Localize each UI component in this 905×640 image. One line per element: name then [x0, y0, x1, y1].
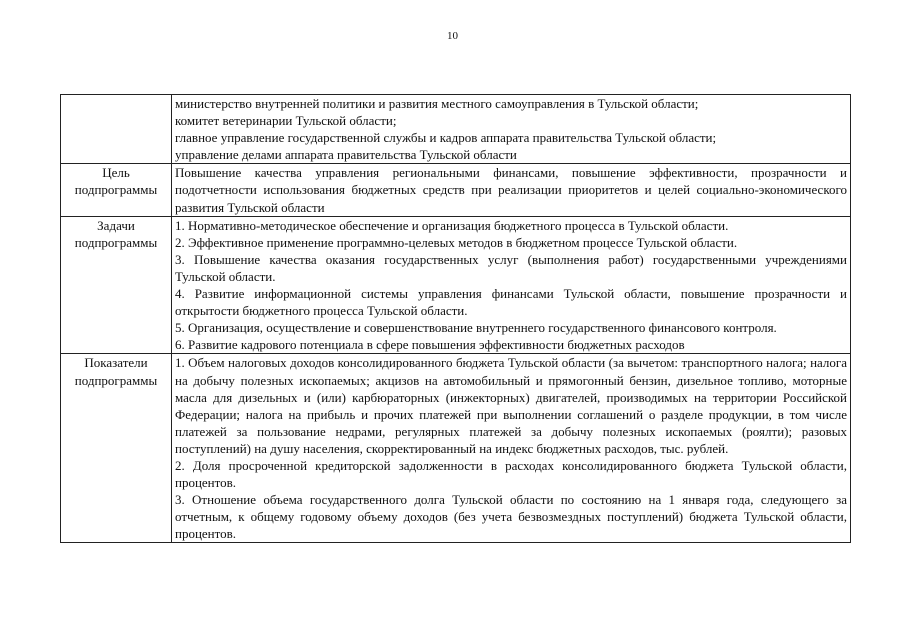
table-row: [61, 164, 851, 216]
list-item: главное управление государственной службы и кадров аппарата правительства Тульской области;: [175, 130, 717, 146]
list-item: министерство внутренней политики и развития местного самоуправления в Тульской области;: [175, 96, 699, 111]
list-item: комитет ветеринарии Тульской области;: [175, 113, 397, 129]
row-label: [61, 95, 172, 164]
indicator-item: 3. Отношение объема государственного долга Тульской области по состоянию на 1 января года, следующего за отчетным, к общему годовому объему доходов (без учета безвозмездных поступлений) бюджета Тульской области, процентов.: [175, 492, 847, 542]
task-item: 2. Эффективное применение программно-целевых методов в бюджетном процессе Тульской области.: [175, 234, 738, 250]
page-number: 10: [447, 30, 458, 42]
row-label-tasks: Задачи подпрограммы: [61, 216, 172, 354]
task-item: 4. Развитие информационной системы управления финансами Тульской области, повышение прозрачности и открытости бюджетного процесса Тульской области.: [175, 286, 847, 319]
task-item: 1. Нормативно-методическое обеспечение и организация бюджетного процесса в Тульской области.: [175, 217, 729, 233]
row-content: [172, 164, 851, 216]
indicator-item: 1. Объем налоговых доходов консолидированного бюджета Тульской области (за вычетом: транспортного налога; налога на добычу полезных ископаемых; акцизов на автомобильный и прямогонный бензин, дизельное топливо, моторные масла для дизельных и (или) карбюраторных (инжекторных) двигателей, производимых на территории Российской Федерации; налога на прибыль и прочих платежей при выполнении соглашений о разделе продукции, в том числе платежей за пользование недрами, регулярных платежей за добычу полезных ископаемых (роялти); разовых поступлений) на душу населения, скорректированный на индекс бюджетных расходов, тыс. рублей.: [175, 355, 847, 456]
list-item: управление делами аппарата правительства Тульской области: [175, 147, 517, 163]
task-item: 5. Организация, осуществление и совершенствование внутреннего государственного финансового контроля.: [175, 320, 777, 336]
subprogram-passport-table: [60, 94, 851, 543]
table-row: [61, 216, 851, 354]
row-label-indicators: Показатели подпрограммы: [61, 354, 172, 543]
row-label-goal: Цель подпрограммы: [61, 164, 172, 216]
goal-text: Повышение качества управления региональными финансами, повышение эффективности, прозрачности и подотчетности использования бюджетных средств при реализации приоритетов и целей социально-экономического развития Тульской области: [175, 165, 847, 215]
table-row: [61, 95, 851, 164]
indicator-item: 2. Доля просроченной кредиторской задолженности в расходах консолидированного бюджета Тульской области, процентов.: [175, 457, 847, 491]
table-row: [61, 354, 851, 543]
task-item: 6. Развитие кадрового потенциала в сфере повышения эффективности бюджетных расходов: [175, 337, 685, 353]
row-content: [172, 95, 851, 164]
task-item: 3. Повышение качества оказания государственных услуг (выполнения работ) государственными учреждениями Тульской области.: [175, 251, 847, 284]
row-content: [172, 216, 851, 354]
row-content: [172, 354, 851, 543]
